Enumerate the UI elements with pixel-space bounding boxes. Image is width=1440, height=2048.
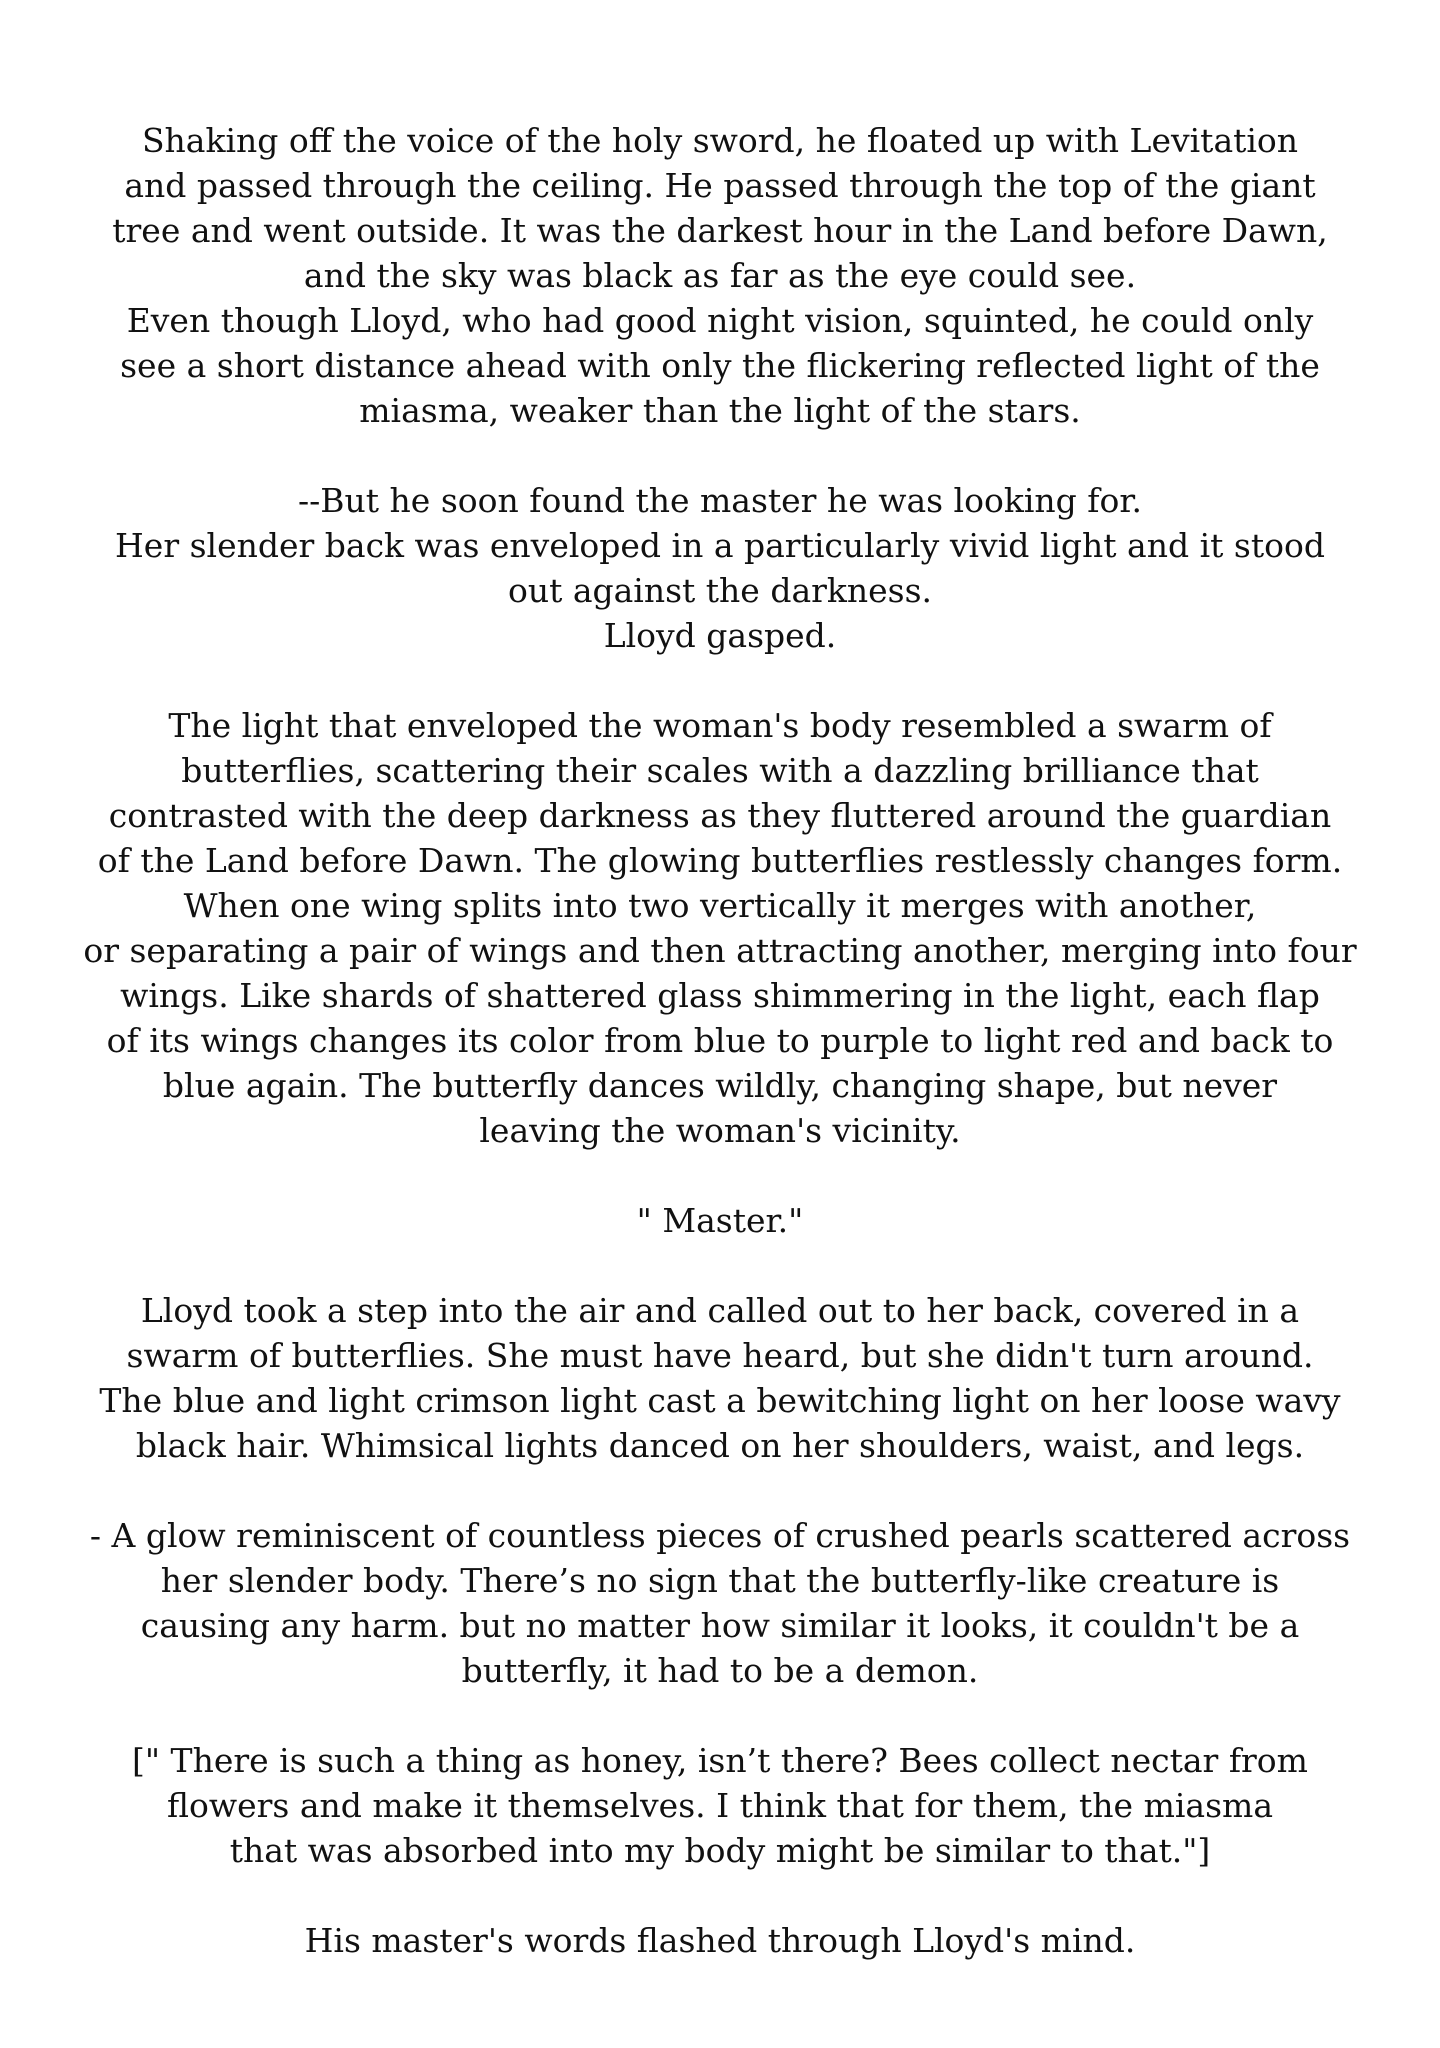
text-line: His master's words flashed through Lloyd's mind. <box>304 1921 1136 1960</box>
text-line: swarm of butterflies. She must have heard, but she didn't turn around. <box>126 1336 1314 1375</box>
paragraph-3 <box>0 703 1440 1153</box>
text-line: - A glow reminiscent of countless pieces of crushed pearls scattered across <box>89 1516 1351 1555</box>
paragraph-6 <box>0 1513 1440 1693</box>
text-line: her slender body. There’s no sign that the butterfly-like creature is <box>160 1561 1280 1600</box>
paragraph-7 <box>0 1738 1440 1873</box>
text-line: " Master." <box>636 1201 804 1240</box>
paragraph-2 <box>0 478 1440 658</box>
paragraph-4 <box>0 1198 1440 1243</box>
text-line: and the sky was black as far as the eye could see. <box>303 256 1137 295</box>
text-line: butterfly, it had to be a demon. <box>461 1651 979 1690</box>
text-line: Even though Lloyd, who had good night vision, squinted, he could only <box>126 301 1314 340</box>
document-page <box>0 118 1440 2008</box>
text-line: miasma, weaker than the light of the stars. <box>359 391 1081 430</box>
text-line: Shaking off the voice of the holy sword, he floated up with Levitation <box>141 121 1299 160</box>
paragraph-5 <box>0 1288 1440 1468</box>
text-line: [" There is such a thing as honey, isn’t there? Bees collect nectar from <box>132 1741 1308 1780</box>
text-line: contrasted with the deep darkness as they fluttered around the guardian <box>108 796 1332 835</box>
paragraph-8 <box>0 1918 1440 1963</box>
text-line: of its wings changes its color from blue to purple to light red and back to <box>106 1021 1334 1060</box>
text-line: or separating a pair of wings and then attracting another, merging into four <box>83 931 1357 970</box>
paragraph-1 <box>0 118 1440 433</box>
text-line: causing any harm. but no matter how similar it looks, it couldn't be a <box>140 1606 1300 1645</box>
text-line: wings. Like shards of shattered glass shimmering in the light, each flap <box>120 976 1320 1015</box>
text-line: that was absorbed into my body might be similar to that."] <box>229 1831 1211 1870</box>
text-line: tree and went outside. It was the darkest hour in the Land before Dawn, <box>112 211 1328 250</box>
text-line: leaving the woman's vicinity. <box>479 1111 961 1150</box>
text-line: black hair. Whimsical lights danced on her shoulders, waist, and legs. <box>135 1426 1305 1465</box>
text-line: and passed through the ceiling. He passed through the top of the giant <box>124 166 1316 205</box>
text-line: The light that enveloped the woman's body resembled a swarm of <box>168 706 1272 745</box>
text-line: out against the darkness. <box>507 571 933 610</box>
text-line: blue again. The butterfly dances wildly, changing shape, but never <box>162 1066 1278 1105</box>
text-line: Lloyd took a step into the air and called out to her back, covered in a <box>140 1291 1300 1330</box>
text-line: of the Land before Dawn. The glowing butterflies restlessly changes form. <box>97 841 1343 880</box>
text-line: Her slender back was enveloped in a particularly vivid light and it stood <box>115 526 1325 565</box>
text-line: --But he soon found the master he was looking for. <box>298 481 1142 520</box>
text-line: flowers and make it themselves. I think that for them, the miasma <box>166 1786 1273 1825</box>
text-line: When one wing splits into two vertically it merges with another, <box>183 886 1257 925</box>
text-line: The blue and light crimson light cast a bewitching light on her loose wavy <box>99 1381 1341 1420</box>
text-line: butterflies, scattering their scales with a dazzling brilliance that <box>181 751 1259 790</box>
text-line: see a short distance ahead with only the flickering reflected light of the <box>120 346 1320 385</box>
text-line: Lloyd gasped. <box>603 616 837 655</box>
